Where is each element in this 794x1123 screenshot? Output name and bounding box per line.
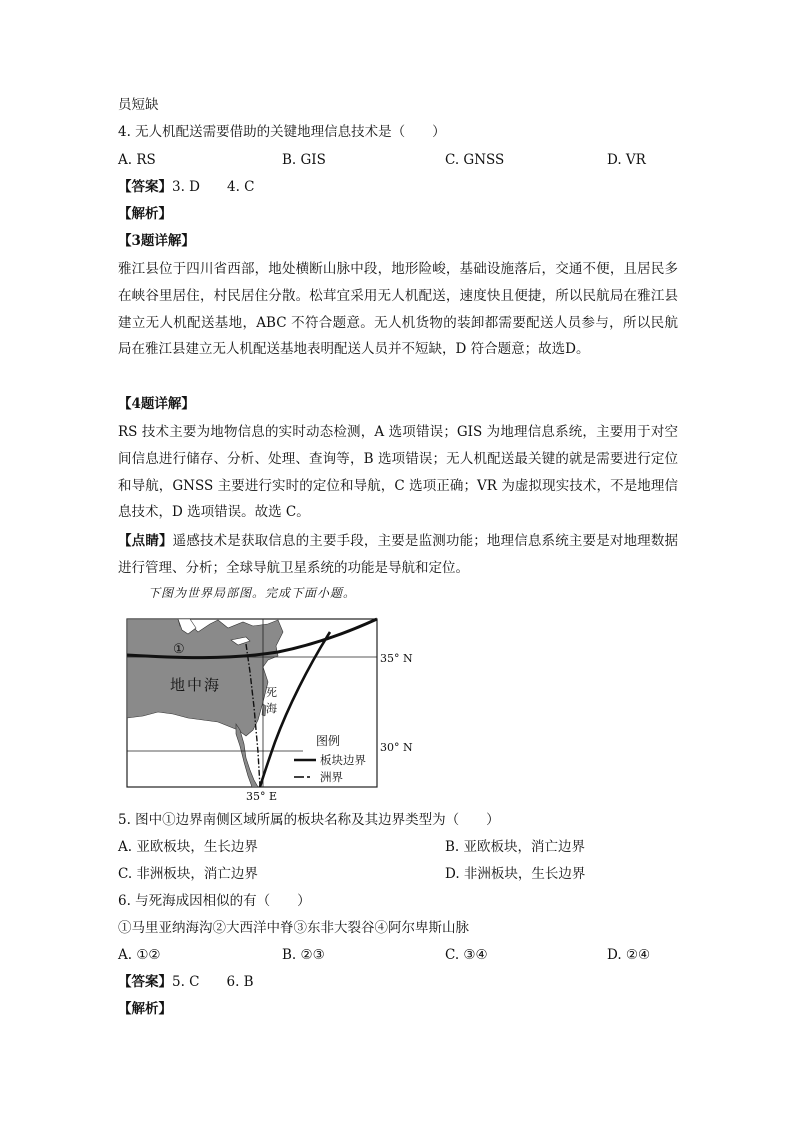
q5-option-c: C. 非洲板块，消亡边界 xyxy=(118,866,258,882)
q4-option-b: B. GIS xyxy=(282,152,326,168)
q6-option-c: C. ③④ xyxy=(445,947,488,963)
lon-35-label: 35° E xyxy=(246,790,278,803)
answer-2 xyxy=(118,972,254,992)
q4-option-c: C. GNSS xyxy=(445,152,505,168)
top-fragment: 员短缺 xyxy=(118,97,159,113)
detail-4-text: RS 技术主要为地物信息的实时动态检测，A 选项错误；GIS 为地理信息系统，主要用于对空间信息进行储存、分析、处理、查询等，B 选项错误；无人机配送最关键的就是需要进行定位和导航，GNSS 主要进行实时的定位和导航，C 选项正确；VR 为虚拟现实技术，不是地理信息技术，D 选项错误。故选 C。 xyxy=(118,424,678,521)
q6-option-d: D. ②④ xyxy=(607,947,651,963)
q4-option-a: A. RS xyxy=(118,152,156,168)
detail-4-heading: 【4题详解】 xyxy=(118,396,195,412)
analysis-2-heading: 【解析】 xyxy=(118,1001,172,1017)
q6-items: ①马里亚纳海沟②大西洋中脊③东非大裂谷④阿尔卑斯山脉 xyxy=(118,920,469,936)
detail-3-text: 雅江县位于四川省西部，地处横断山脉中段，地形险峻，基础设施落后，交通不便，且居民多在峡谷里居住，村民居住分散。松茸宜采用无人机配送，速度快且便捷，所以民航局在雅江县建立无人机配送基地，ABC 不符合题意。无人机货物的装卸都需要配送人员参与，所以民航局在雅江县建立无人机配送基地表明配送人员并不短缺，D 符合题意；故选D。 xyxy=(118,261,678,358)
q4-option-d: D. VR xyxy=(607,152,646,168)
lat-35-label: 35° N xyxy=(380,652,413,665)
marker-1: ① xyxy=(173,642,185,657)
q4-stem: 4. 无人机配送需要借助的关键地理信息技术是（ ） xyxy=(118,124,446,140)
dianjing-block xyxy=(118,528,678,582)
dead-sea-label-2: 海 xyxy=(266,702,277,715)
answer-text: 3. D 4. C xyxy=(172,179,255,195)
figure-caption: 下图为世界局部图。完成下面小题。 xyxy=(148,586,357,600)
q5-option-a: A. 亚欧板块，生长边界 xyxy=(118,839,258,855)
q5-stem: 5. 图中①边界南侧区域所属的板块名称及其边界类型为（ ） xyxy=(118,812,500,828)
dianjing-text: 遥感技术是获取信息的主要手段，主要是监测功能；地理信息系统主要是对地理数据进行管理、分析；全球导航卫星系统的功能是导航和定位。 xyxy=(118,533,679,576)
q6-option-a: A. ①② xyxy=(118,947,161,963)
dead-sea-label-1: 死 xyxy=(266,686,277,699)
legend-continent-border: 洲界 xyxy=(320,770,343,784)
sea-label: 地中海 xyxy=(170,676,222,694)
legend-plate-boundary: 板块边界 xyxy=(320,753,366,767)
answer-1 xyxy=(118,177,255,197)
world-partial-map xyxy=(118,612,418,804)
q5-option-b: B. 亚欧板块，消亡边界 xyxy=(445,839,586,855)
answer-2-tag: 【答案】 xyxy=(118,974,172,990)
lat-30-label: 30° N xyxy=(380,741,413,754)
answer-tag: 【答案】 xyxy=(118,179,172,195)
dianjing-tag: 【点睛】 xyxy=(118,533,173,549)
legend-title: 图例 xyxy=(316,734,341,748)
q6-stem: 6. 与死海成因相似的有（ ） xyxy=(118,893,311,909)
q6-option-b: B. ②③ xyxy=(282,947,325,963)
analysis-1-heading: 【解析】 xyxy=(118,206,172,222)
answer-2-text: 5. C 6. B xyxy=(172,974,254,990)
detail-3-heading: 【3题详解】 xyxy=(118,233,195,249)
q5-option-d: D. 非洲板块，生长边界 xyxy=(445,866,586,882)
